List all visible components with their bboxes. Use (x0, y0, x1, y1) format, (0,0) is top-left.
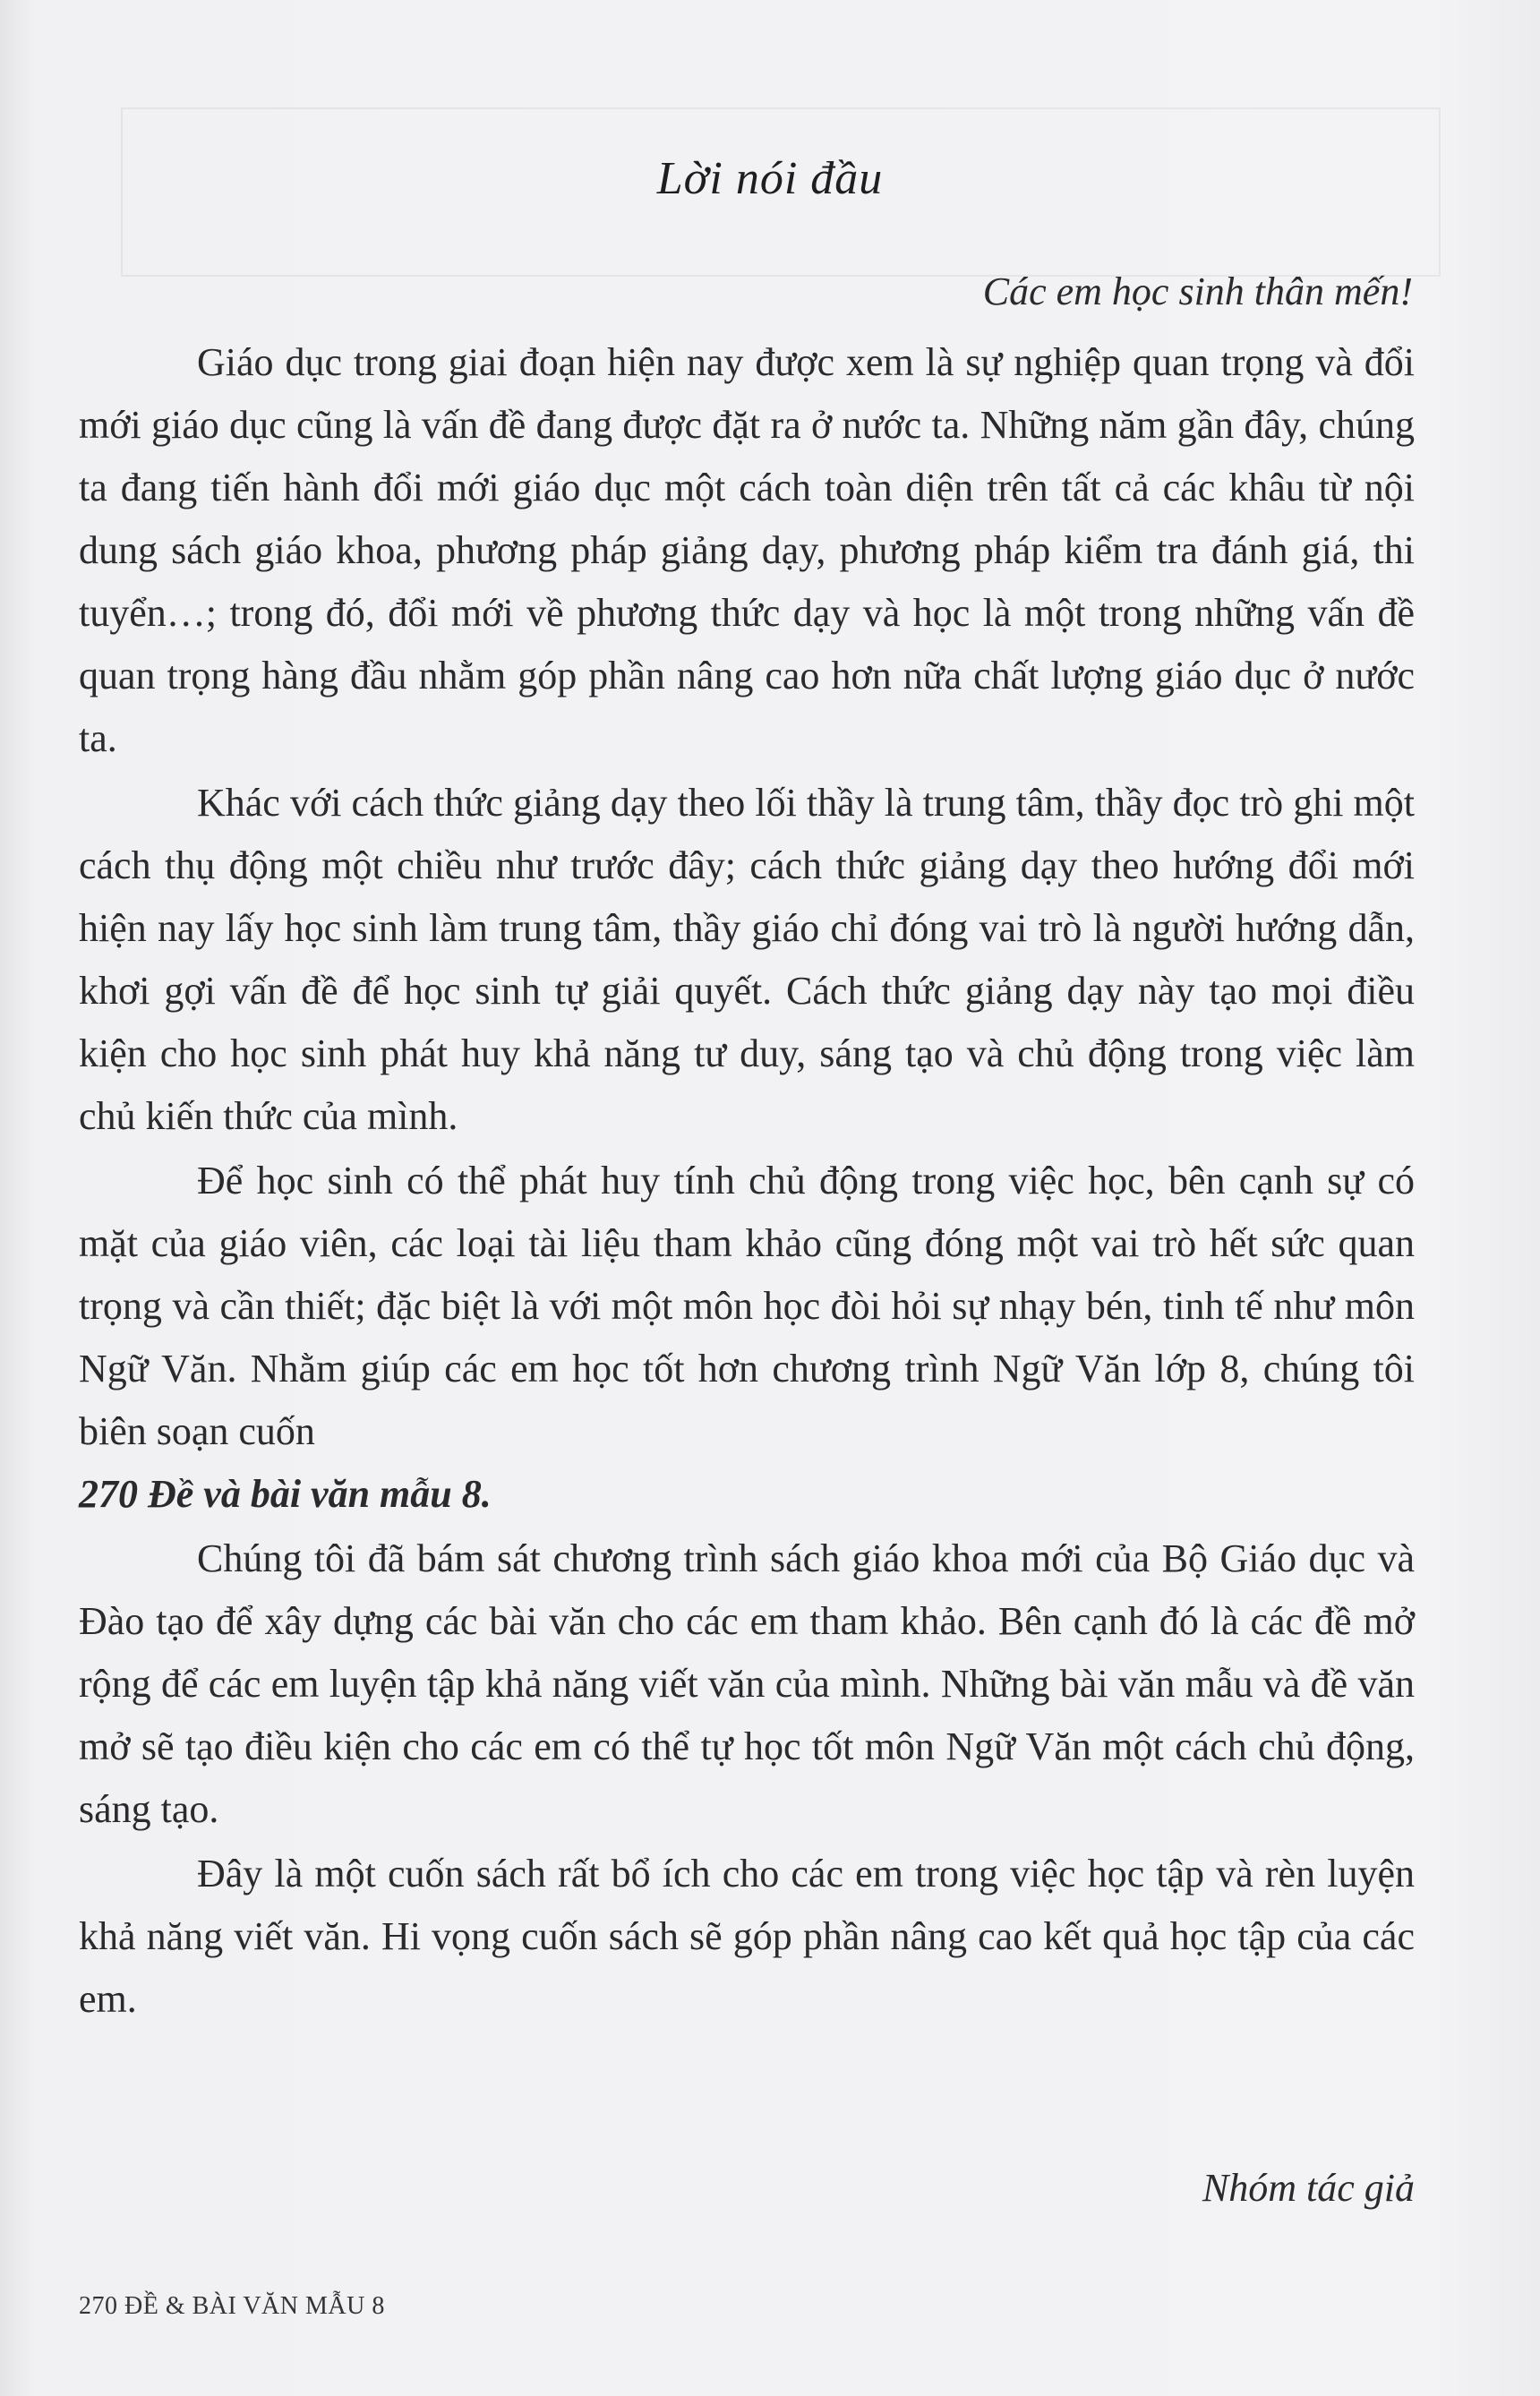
book-title: 270 Đề và bài văn mẫu 8. (79, 1472, 492, 1516)
page-footer: 270 ĐỀ & BÀI VĂN MẪU 8 (79, 2292, 385, 2320)
paragraph-3-text: Để học sinh có thể phát huy tính chủ động trong việc học, bên cạnh sự có mặt của giáo viên, các loại tài liệu tham khảo cũng đóng một vai trò hết sức quan trọng và cần thiết; đặc biệt là với một môn học đòi hỏi sự nhạy bén, tinh tế như môn Ngữ Văn. Nhằm giúp các em học tốt hơn chương trình Ngữ Văn lớp 8, chúng tôi biên soạn cuốn (79, 1159, 1415, 1453)
greeting: Các em học sinh thân mến! (982, 270, 1413, 313)
signature: Nhóm tác giả (1202, 2166, 1415, 2210)
paragraph-3 (79, 1150, 1415, 1526)
paragraph-1: Giáo dục trong giai đoạn hiện nay được xem là sự nghiệp quan trọng và đổi mới giáo dục cũng là vấn đề đang được đặt ra ở nước ta. Những năm gần đây, chúng ta đang tiến hành đổi mới giáo dục một cách toàn diện trên tất cả các khâu từ nội dung sách giáo khoa, phương pháp giảng dạy, phương pháp kiểm tra đánh giá, thi tuyển…; trong đó, đổi mới về phương thức dạy và học là một trong những vấn đề quan trọng hàng đầu nhằm góp phần nâng cao hơn nữa chất lượng giáo dục ở nước ta. (79, 340, 1415, 760)
paragraph-4: Chúng tôi đã bám sát chương trình sách giáo khoa mới của Bộ Giáo dục và Đào tạo để xây dựng các bài văn cho các em tham khảo. Bên cạnh đó là các đề mở rộng để các em luyện tập khả năng viết văn của mình. Những bài văn mẫu và đề văn mở sẽ tạo điều kiện cho các em có thể tự học tốt môn Ngữ Văn một cách chủ động, sáng tạo. (79, 1536, 1415, 1831)
paragraph-5: Đây là một cuốn sách rất bổ ích cho các em trong việc học tập và rèn luyện khả năng viết văn. Hi vọng cuốn sách sẽ góp phần nâng cao kết quả học tập của các em. (79, 1852, 1415, 2021)
paragraph-2: Khác với cách thức giảng dạy theo lối thầy là trung tâm, thầy đọc trò ghi một cách thụ động một chiều như trước đây; cách thức giảng dạy theo hướng đổi mới hiện nay lấy học sinh làm trung tâm, thầy giáo chỉ đóng vai trò là người hướng dẫn, khơi gợi vấn đề để học sinh tự giải quyết. Cách thức giảng dạy này tạo mọi điều kiện cho học sinh phát huy khả năng tư duy, sáng tạo và chủ động trong việc làm chủ kiến thức của mình. (79, 781, 1415, 1138)
page-title: Lời nói đầu (656, 153, 884, 204)
body-text (79, 331, 1415, 2031)
